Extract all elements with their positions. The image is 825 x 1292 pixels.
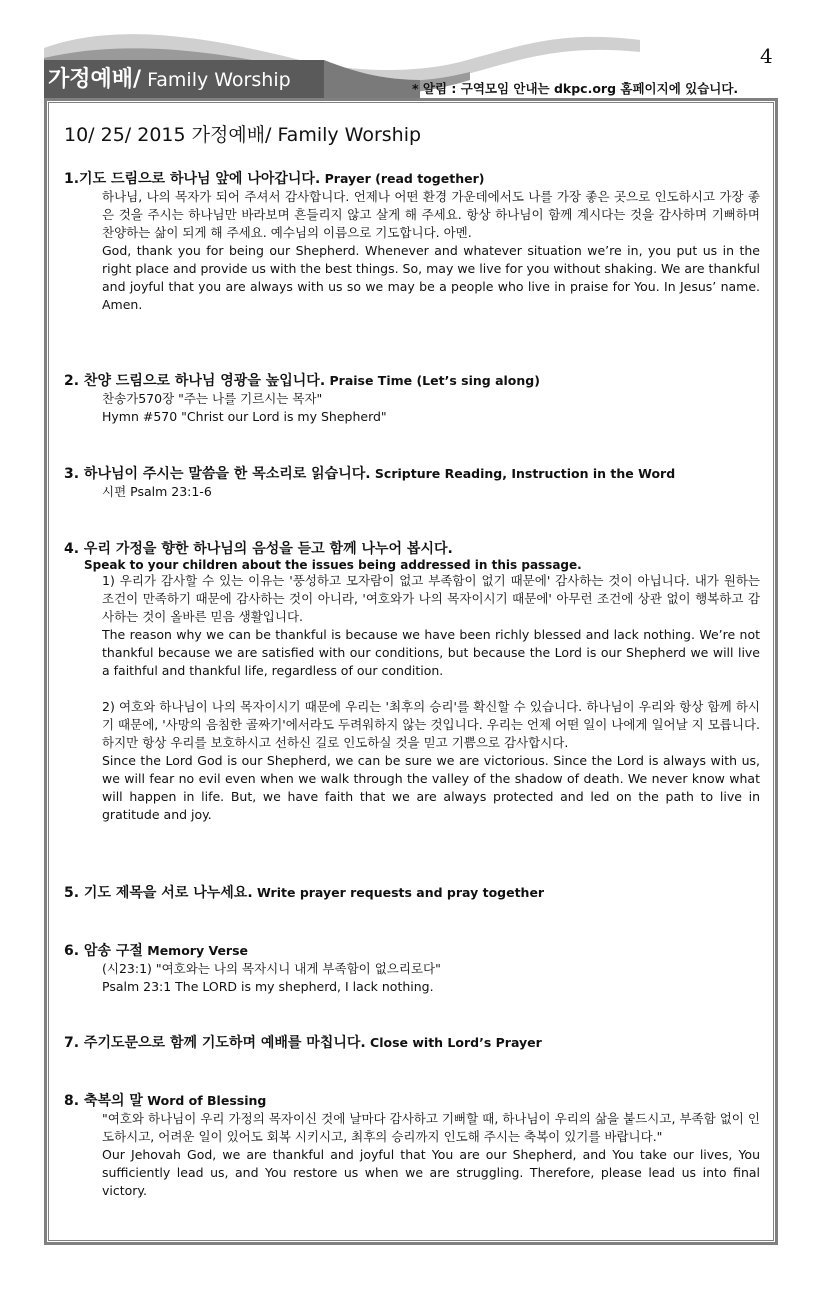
paragraph: God, thank you for being our Shepherd. Whenever and whatever situation we’re in, you put us in the right place and provide us with the best things. So, may we live for you without shaking. We are thankful and joyful that you are always with us so we may be a people who live in praise for You. In Jesus’ name. Amen. xyxy=(102,243,760,312)
heading-korean: 1.기도 드림으로 하나님 앞에 나아갑니다. xyxy=(64,171,321,187)
heading-english: Scripture Reading, Instruction in the Word xyxy=(370,466,676,481)
paragraph: Our Jehovah God, we are thankful and joyful that You are our Shepherd, and You take our lives, You sufficiently lead us, and You restore us when we are struggling. Therefore, please lead us into final victory. xyxy=(102,1147,760,1198)
paragraph: "여호와 하나님이 우리 가정의 목자이신 것에 날마다 감사하고 기뻐할 때, 하나님이 우리의 삶을 붙드시고, 부족함 없이 인도하시고, 어려운 일이 있어도 회복 시키시고, 최후의 승리까지 인도해 주시는 축복이 있기를 바랍니다." xyxy=(102,1111,760,1144)
paragraph: 1) 우리가 감사할 수 있는 이유는 '풍성하고 모자람이 없고 부족함이 없기 때문에' 감사하는 것이 아닙니다. 내가 원하는 조건이 만족하기 때문에 감사하는 것이 아니라, '여호와가 나의 목자이시기 때문에' 아무런 조건에 상관 없이 행복하고 감사하는 것이 올바른 믿음 생활입니다. xyxy=(102,573,760,624)
paragraph: The reason why we can be thankful is because we have been richly blessed and lack nothing. We’re not thankful because we are satisfied with our conditions, but because the Lord is our Shepherd we will live a faithful and thankful life, regardless of our condition. xyxy=(102,627,760,678)
heading-english: Praise Time (Let’s sing along) xyxy=(325,373,540,388)
heading-korean: 8. 축복의 말 xyxy=(64,1093,143,1109)
section-subheading: Speak to your children about the issues being addressed in this passage. xyxy=(84,558,582,572)
section-scripture xyxy=(64,463,764,501)
section-body xyxy=(102,1110,760,1200)
section-heading xyxy=(64,882,764,902)
section-prayer xyxy=(64,168,764,314)
heading-english: Write prayer requests and pray together xyxy=(252,885,545,900)
banner-title-english: Family Worship xyxy=(141,69,291,91)
heading-english: Word of Blessing xyxy=(142,1093,267,1108)
worship-content xyxy=(64,120,764,1198)
section-blessing xyxy=(64,1090,764,1200)
page-number: 4 xyxy=(760,44,773,68)
heading-korean: 4. 우리 가정을 향한 하나님의 음성을 듣고 함께 나누어 봅시다. xyxy=(64,541,453,557)
paragraph: (시23:1) "여호와는 나의 목자시니 내게 부족함이 없으리로다" xyxy=(102,961,441,976)
section-discussion xyxy=(64,538,764,824)
paragraph: 찬송가570장 "주는 나를 기르시는 목자" xyxy=(102,391,323,406)
banner-title xyxy=(48,62,291,93)
section-heading xyxy=(64,1090,764,1110)
section-heading xyxy=(64,370,764,390)
paragraph: Since the Lord God is our Shepherd, we can be sure we are victorious. Since the Lord is always with us, we will fear no evil even when we walk through the valley of the shadow of death. We never know what will happen in life. But, we have faith that we are always protected and led on the path to live in gratitude and joy. xyxy=(102,753,760,822)
section-body xyxy=(102,960,760,996)
section-memory-verse xyxy=(64,940,764,996)
section-prayer-requests xyxy=(64,882,764,902)
heading-english: Prayer (read together) xyxy=(320,171,485,186)
paragraph: Hymn #570 "Christ our Lord is my Shepherd" xyxy=(102,409,387,424)
paragraph: Psalm 23:1 The LORD is my shepherd, I lack nothing. xyxy=(102,979,434,994)
section-heading xyxy=(64,538,764,558)
heading-korean: 5. 기도 제목을 서로 나누세요. xyxy=(64,885,253,901)
heading-english: Close with Lord’s Prayer xyxy=(365,1035,542,1050)
section-body xyxy=(102,483,760,501)
heading-korean: 7. 주기도문으로 함께 기도하며 예배를 마칩니다. xyxy=(64,1035,366,1051)
section-heading xyxy=(64,1032,764,1052)
heading-korean: 3. 하나님이 주시는 말씀을 한 목소리로 읽습니다. xyxy=(64,466,371,482)
section-heading xyxy=(64,940,764,960)
paragraph: 시편 Psalm 23:1-6 xyxy=(102,484,212,499)
section-praise xyxy=(64,370,764,426)
paragraph: 2) 여호와 하나님이 나의 목자이시기 때문에 우리는 '최후의 승리'를 확신할 수 있습니다. 하나님이 우리와 항상 함께 하시기 때문에, '사망의 음침한 골짜기'에서라도 두려워하지 않는 것입니다. 우리는 언제 어떤 일이 나에게 일어날 지 모릅니다. 하지만 항상 우리를 보호하시고 선하신 길로 인도하실 것을 믿고 기쁨으로 감사합시다. xyxy=(102,699,760,750)
banner-title-korean: 가정예배/ xyxy=(48,67,142,92)
section-heading xyxy=(64,463,764,483)
section-body xyxy=(102,188,760,314)
heading-korean: 6. 암송 구절 xyxy=(64,943,143,959)
section-body xyxy=(102,572,760,824)
header-banner xyxy=(0,0,825,110)
section-body xyxy=(102,390,760,426)
document-title: 10/ 25/ 2015 가정예배/ Family Worship xyxy=(64,124,422,146)
section-lords-prayer xyxy=(64,1032,764,1052)
section-heading xyxy=(64,168,764,188)
paragraph: 하나님, 나의 목자가 되어 주셔서 감사합니다. 언제나 어떤 환경 가운데에서도 나를 가장 좋은 곳으로 인도하시고 가장 좋은 것을 주시는 하나님만 바라보며 흔들리지 않고 살게 해 주세요. 항상 하나님이 함께 계시다는 것을 감사하며 기뻐하며 찬양하는 삶이 되게 해 주세요. 예수님의 이름으로 기도합니다. 아멘. xyxy=(102,189,760,240)
heading-korean: 2. 찬양 드림으로 하나님 영광을 높입니다. xyxy=(64,373,326,389)
heading-english: Memory Verse xyxy=(142,943,249,958)
notice-text: * 알림 : 구역모임 안내는 dkpc.org 홈페이지에 있습니다. xyxy=(412,81,739,96)
